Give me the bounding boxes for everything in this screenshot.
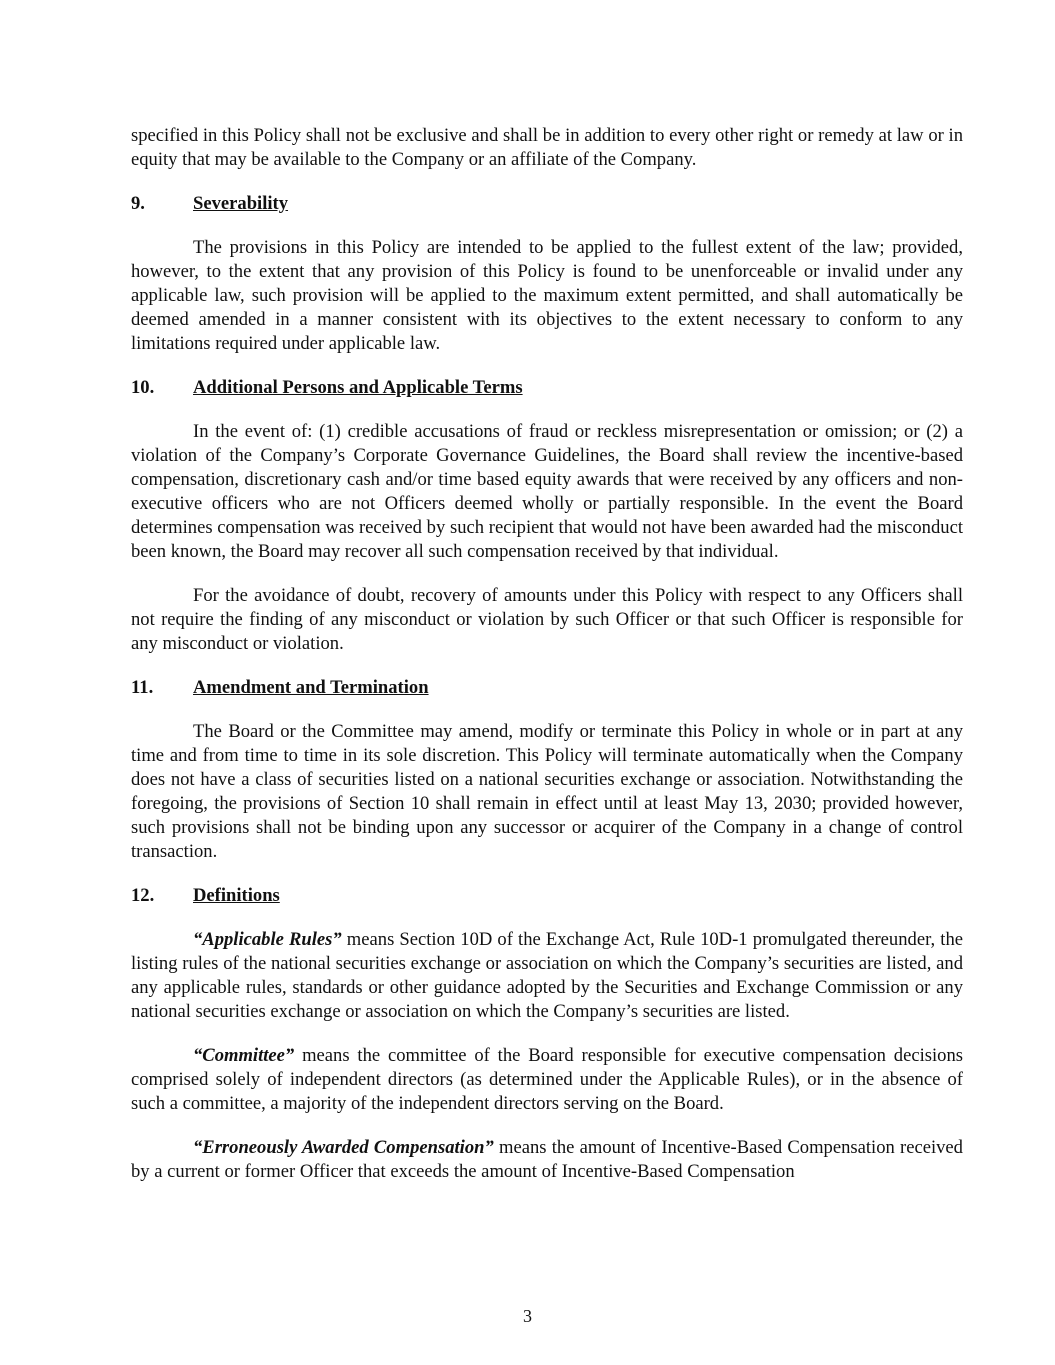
definition-text: means the committee of the Board responsible for executive compensation decisions comprised solely of independent directors (as determined under the Applicable Rules), or in the absence of such a committee, a majority of the independent directors serving on the Board. — [131, 1045, 963, 1114]
additional-persons-paragraph-2: For the avoidance of doubt, recovery of amounts under this Policy with respect to any Officers shall not require the finding of any misconduct or violation by such Officer or that such Officer is responsible for any misconduct or violation. — [131, 585, 963, 654]
section-heading-additional-persons — [131, 376, 963, 400]
section-number: 12. — [131, 885, 155, 906]
section-heading-definitions — [131, 884, 963, 908]
definition-text: means the amount of Incentive-Based Compensation received by a current or former Officer that exceeds the amount of Incentive-Based Compensation — [131, 1137, 963, 1182]
section-number: 11. — [131, 677, 154, 698]
section-title: Amendment and Termination — [193, 677, 429, 698]
definition-committee — [131, 1044, 963, 1116]
defined-term: “Applicable Rules” — [193, 929, 342, 950]
definition-erroneously-awarded-compensation — [131, 1136, 963, 1184]
section-number: 9. — [131, 193, 145, 214]
section-title: Severability — [193, 193, 289, 214]
document-page — [131, 124, 963, 1204]
section-number: 10. — [131, 377, 155, 398]
severability-paragraph: The provisions in this Policy are intended to be applied to the fullest extent of the law; provided, however, to the extent that any provision of this Policy is found to be unenforceable or invalid under any applicable law, such provision will be applied to the maximum extent permitted, and shall automatically be deemed amended in a manner consistent with its objectives to the extent necessary to conform to any limitations required under applicable law. — [131, 237, 963, 354]
defined-term: “Committee” — [193, 1045, 295, 1066]
section-title: Additional Persons and Applicable Terms — [193, 377, 523, 398]
definition-applicable-rules — [131, 928, 963, 1024]
section-heading-amendment — [131, 676, 963, 700]
definition-text: means Section 10D of the Exchange Act, Rule 10D-1 promulgated thereunder, the listing rules of the national securities exchange or association on which the Company’s securities are listed, and any applicable rules, standards or other guidance adopted by the Securities and Exchange Commission or any national securities exchange or association on which the Company’s securities are listed. — [131, 929, 963, 1022]
continuation-paragraph: specified in this Policy shall not be exclusive and shall be in addition to every other right or remedy at law or in equity that may be available to the Company or an affiliate of the Company. — [131, 125, 963, 170]
page-number: 3 — [523, 1306, 532, 1326]
defined-term: “Erroneously Awarded Compensation” — [193, 1137, 494, 1158]
amendment-paragraph: The Board or the Committee may amend, modify or terminate this Policy in whole or in part at any time and from time to time in its sole discretion. This Policy will terminate automatically when the Company does not have a class of securities listed on a national securities exchange or association. Notwithstanding the foregoing, the provisions of Section 10 shall remain in effect until at least May 13, 2030; provided however, such provisions shall not be binding upon any successor or acquirer of the Company in a change of control transaction. — [131, 721, 963, 862]
section-title: Definitions — [193, 885, 280, 906]
section-heading-severability — [131, 192, 963, 216]
additional-persons-paragraph-1: In the event of: (1) credible accusations of fraud or reckless misrepresentation or omission; or (2) a violation of the Company’s Corporate Governance Guidelines, the Board shall review the incentive-based compensation, discretionary cash and/or time based equity awards that were received by any officers and non-executive officers who are not Officers deemed wholly or partially responsible. In the event the Board determines compensation was received by such recipient that would not have been awarded had the misconduct been known, the Board may recover all such compensation received by that individual. — [131, 421, 963, 562]
